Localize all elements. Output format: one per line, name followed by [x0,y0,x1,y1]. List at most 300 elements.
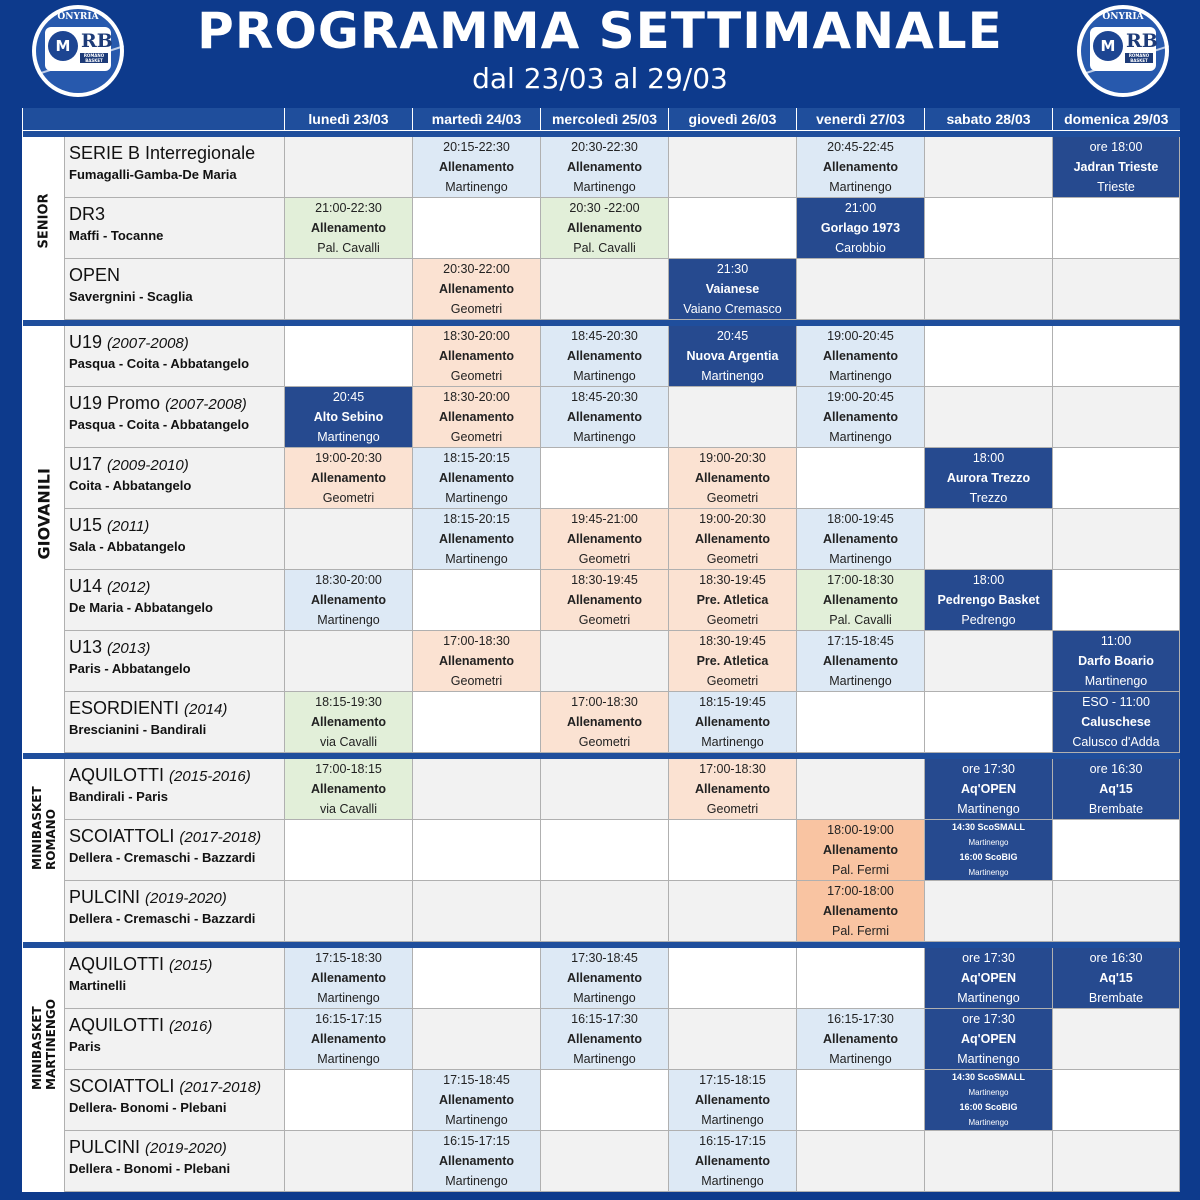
team-name-text: ESORDIENTI [69,698,180,718]
team-cell [65,259,285,320]
schedule-cell [669,509,797,570]
event-time: 17:15-18:30 [315,951,382,965]
schedule-cell [797,820,925,881]
schedule-cell [541,198,669,259]
day-header: martedì 24/03 [413,108,541,131]
schedule-cell [541,692,669,753]
team-row [23,881,1180,942]
event-place: Martinengo [317,991,380,1005]
event-time: 16:15-17:30 [827,1012,894,1026]
team-cell [65,326,285,387]
event-time: 18:30-19:45 [699,634,766,648]
event-place: Martinengo [317,1052,380,1066]
team-row [23,448,1180,509]
event-title: Allenamento [438,471,514,485]
schedule-cell [797,1070,925,1131]
schedule-cell [285,570,413,631]
team-coaches: Brescianini - Bandirali [69,722,207,737]
schedule-cell [669,1131,797,1192]
team-coaches: Bandirali - Paris [69,789,168,804]
event-line: 16:00 ScoBIG [959,852,1018,862]
team-name-text: U19 Promo [69,393,161,413]
logo-rb-text: RB [1126,30,1158,52]
event-time: 17:15-18:45 [827,634,894,648]
event-time: 16:15-17:15 [443,1134,510,1148]
team-coaches: Savergnini - Scaglia [69,289,193,304]
team-cell [65,759,285,820]
event-time: 17:00-18:00 [827,884,894,898]
event-place: Pal. Fermi [832,924,889,938]
event-place: Geometri [706,802,759,816]
schedule-cell [285,326,413,387]
event-place: Martinengo [829,369,892,383]
team-cell [65,198,285,259]
event-place: Geometri [706,552,759,566]
event-time: 20:15-22:30 [443,140,510,154]
event-time: 20:30-22:00 [443,262,510,276]
schedule-cell [285,759,413,820]
team-row [23,137,1180,198]
event-place: Martinengo [701,1113,764,1127]
event-line: 14:30 ScoSMALL [951,1072,1026,1082]
event-line: 16:00 ScoBIG [959,1102,1018,1112]
team-name-text: PULCINI [69,887,141,907]
schedule-cell [925,509,1053,570]
event-time: 17:30-18:45 [571,951,638,965]
team-years: (2011) [107,518,150,535]
event-place: Pal. Cavalli [573,241,636,255]
team-name [69,143,284,164]
event-title: Allenamento [438,654,514,668]
event-place: Martinengo [445,491,508,505]
schedule-cell [285,137,413,198]
schedule-cell [1053,948,1180,1009]
schedule-cell [669,137,797,198]
section-label-line1: MINIBASKET [29,786,44,871]
schedule-cell [1053,448,1180,509]
team-cell [65,1131,285,1192]
day-header: lunedì 23/03 [285,108,413,131]
event-time: 18:15-19:45 [699,695,766,709]
team-name-text: U13 [69,637,103,657]
event-place: via Cavalli [320,802,377,816]
event-place: Geometri [450,302,503,316]
event-line: 14:30 ScoSMALL [951,822,1026,832]
schedule-cell [1053,881,1180,942]
event-time: 18:45-20:30 [571,390,638,404]
schedule-cell [285,948,413,1009]
event-place: Geometri [706,491,759,505]
team-cell [65,820,285,881]
day-header: domenica 29/03 [1053,108,1180,131]
schedule-cell [285,692,413,753]
team-row [23,326,1180,387]
team-cell [65,509,285,570]
schedule-cell [669,1070,797,1131]
team-coaches: Dellera - Cremaschi - Bazzardi [69,850,256,865]
schedule-cell [1053,326,1180,387]
event-time: 11:00 [1100,634,1132,648]
schedule-cell [797,1131,925,1192]
schedule-cell [541,137,669,198]
event-title: Allenamento [438,1154,514,1168]
event-time: 21:30 [716,262,749,276]
event-time: 18:00-19:00 [827,823,894,837]
schedule-cell [413,137,541,198]
event-time: 19:45-21:00 [571,512,638,526]
header-corner [23,108,285,131]
team-years: (2017-2018) [179,829,262,846]
event-time: 16:15-17:15 [699,1134,766,1148]
schedule-cell [285,1009,413,1070]
event-place: Martinengo [573,430,636,444]
schedule-cell [925,820,1053,881]
team-row [23,692,1180,753]
schedule-cell [413,387,541,448]
event-title: Allenamento [694,471,770,485]
team-years: (2019-2020) [145,1140,227,1157]
event-time: 21:00-22:30 [315,201,382,215]
header-row [23,108,1180,131]
team-row [23,198,1180,259]
schedule-cell [541,326,669,387]
event-place: Geometri [450,430,503,444]
event-place: Geometri [706,674,759,688]
event-time: 18:30-20:00 [443,329,510,343]
logo-arc-text: ONYRIA [57,12,99,22]
event-time: 18:30-19:45 [699,573,766,587]
event-place: Geometri [578,613,631,627]
event-place: Martinengo [445,180,508,194]
team-name [69,637,284,658]
team-row [23,570,1180,631]
schedule-cell [925,948,1053,1009]
event-title: Allenamento [310,1032,386,1046]
event-place: Martinengo [445,1113,508,1127]
schedule-cell [285,509,413,570]
schedule-cell [413,570,541,631]
schedule-cell [413,198,541,259]
event-time: 17:00-18:30 [827,573,894,587]
schedule-cell [669,948,797,1009]
event-place: Martinengo [968,1118,1009,1127]
event-title: Allenamento [310,221,386,235]
event-place: Geometri [322,491,375,505]
event-place: Martinengo [968,868,1009,877]
team-name [69,1076,284,1097]
schedule-cell [285,820,413,881]
schedule-cell [413,259,541,320]
event-time: 18:30-20:00 [443,390,510,404]
event-time: 19:00-20:45 [827,390,894,404]
event-title: Allenamento [310,971,386,985]
event-title: Allenamento [438,410,514,424]
schedule-cell [285,198,413,259]
event-time: 18:45-20:30 [571,329,638,343]
schedule-cell [925,759,1053,820]
event-title: Aq'OPEN [960,782,1017,796]
event-time: 16:15-17:15 [315,1012,382,1026]
event-title: Allenamento [566,971,642,985]
team-years: (2017-2018) [179,1079,262,1096]
event-title: Allenamento [438,282,514,296]
team-name [69,765,284,786]
team-row [23,1009,1180,1070]
schedule-cell [1053,1070,1180,1131]
event-title: Allenamento [566,410,642,424]
event-time: ESO - 11:00 [1082,695,1150,709]
event-place: Trieste [1097,180,1135,194]
team-years: (2016) [169,1018,213,1035]
team-row [23,259,1180,320]
event-title: Allenamento [566,1032,642,1046]
schedule-cell [541,448,669,509]
event-time: 17:00-18:15 [315,762,382,776]
schedule-cell [797,692,925,753]
team-row [23,759,1180,820]
schedule-cell [797,631,925,692]
event-place: Martinengo [317,613,380,627]
schedule-cell [669,759,797,820]
schedule-cell [669,448,797,509]
event-title: Allenamento [566,715,642,729]
event-title: Aq'OPEN [960,971,1017,985]
event-title: Allenamento [310,715,386,729]
schedule-cell [797,759,925,820]
schedule-cell [1053,759,1180,820]
event-time: ore 16:30 [1089,951,1143,965]
schedule-cell [797,387,925,448]
event-title: Alto Sebino [313,410,384,424]
event-place: Martinengo [573,1052,636,1066]
event-time: 16:15-17:30 [571,1012,638,1026]
event-time: 18:30-19:45 [571,573,638,587]
team-name-text: PULCINI [69,1137,141,1157]
schedule-cell [797,198,925,259]
event-time: 20:30-22:30 [571,140,638,154]
event-title: Allenamento [822,843,898,857]
team-coaches: Martinelli [69,978,127,993]
team-name [69,887,284,908]
schedule-cell [541,509,669,570]
team-years: (2014) [184,701,228,718]
logo-arc-text: ONYRIA [1102,12,1144,22]
team-row [23,1131,1180,1192]
event-place: Martinengo [445,552,508,566]
schedule-cell [925,326,1053,387]
team-name-text: SCOIATTOLI [69,1076,175,1096]
event-time: 17:00-18:30 [699,762,766,776]
section-label-cell [23,137,65,320]
schedule-cell [669,198,797,259]
schedule-cell [1053,820,1180,881]
event-title: Allenamento [310,471,386,485]
team-name-text: OPEN [69,265,121,285]
schedule-cell [669,326,797,387]
event-title: Allenamento [822,593,898,607]
schedule-cell [797,948,925,1009]
event-time: ore 17:30 [962,951,1015,965]
event-time: 18:30-20:00 [315,573,382,587]
event-title: Caluschese [1081,715,1151,729]
section-label-wrap [23,759,65,942]
event-place: Martinengo [445,1174,508,1188]
event-title: Allenamento [822,349,898,363]
team-row [23,387,1180,448]
schedule-cell [285,1070,413,1131]
event-time: 18:00 [972,573,1005,587]
event-title: Jadran Trieste [1073,160,1159,174]
team-row [23,948,1180,1009]
section-label-wrap [23,326,65,753]
event-title: Allenamento [310,593,386,607]
schedule-cell [413,692,541,753]
section-label-cell [23,948,65,1192]
schedule-cell [925,1131,1053,1192]
event-time: 19:00-20:45 [827,329,894,343]
club-logo-right [1077,5,1169,97]
team-cell [65,881,285,942]
team-years: (2007-2008) [165,396,247,413]
schedule-cell [1053,387,1180,448]
event-title: Aq'OPEN [960,1032,1017,1046]
schedule-cell [413,759,541,820]
schedule-cell [925,387,1053,448]
event-title: Aurora Trezzo [946,471,1031,485]
event-title: Allenamento [822,160,898,174]
team-name-text: U15 [69,515,103,535]
event-place: Brembate [1088,991,1144,1005]
schedule-cell [669,570,797,631]
event-title: Pre. Atletica [696,654,769,668]
event-place: Martinengo [829,430,892,444]
event-place: Trezzo [969,491,1008,505]
team-name [69,698,284,719]
schedule-cell [1053,1009,1180,1070]
schedule-cell [1053,509,1180,570]
event-place: Geometri [706,613,759,627]
event-time: 18:15-20:15 [443,512,510,526]
event-time: 18:15-19:30 [315,695,382,709]
team-name-text: U14 [69,576,103,596]
event-time: 19:00-20:30 [315,451,382,465]
schedule-cell [669,1009,797,1070]
schedule-cell [925,137,1053,198]
team-name-text: DR3 [69,204,106,224]
logo-rb-subtext: ROMANO BASKET [1125,53,1153,63]
team-row [23,509,1180,570]
event-place: Martinengo [829,552,892,566]
schedule-cell [541,948,669,1009]
schedule-cell [669,820,797,881]
team-name-text: U19 [69,332,103,352]
event-title: Pedrengo Basket [937,593,1040,607]
team-name-text: AQUILOTTI [69,954,165,974]
section-label-line2: MARTINENGO [43,998,58,1090]
team-name-text: AQUILOTTI [69,1015,165,1035]
logo-rb-text: RB [81,30,113,52]
section-label-line2: ROMANO [43,809,58,871]
event-time: 18:00-19:45 [827,512,894,526]
team-coaches: Paris - Abbatangelo [69,661,191,676]
team-name-text: AQUILOTTI [69,765,165,785]
schedule-cell [413,948,541,1009]
section-label [29,998,58,1090]
schedule-cell [541,387,669,448]
event-title: Allenamento [566,221,642,235]
team-years: (2019-2020) [145,890,227,907]
section-label-wrap [23,948,65,1192]
team-coaches: Paris [69,1039,101,1054]
event-title: Vaianese [705,282,760,296]
team-row [23,631,1180,692]
schedule-cell [925,1070,1053,1131]
team-coaches: Fumagalli-Gamba-De Maria [69,167,237,182]
schedule-cell [1053,570,1180,631]
team-name [69,1015,284,1036]
team-cell [65,631,285,692]
schedule-cell [541,1009,669,1070]
schedule-cell [413,326,541,387]
event-place: Pal. Cavalli [829,613,892,627]
event-time: 18:00 [972,451,1005,465]
team-years: (2013) [107,640,151,657]
event-time: 18:15-20:15 [443,451,510,465]
day-header: giovedì 26/03 [669,108,797,131]
event-place: Martinengo [317,430,380,444]
event-title: Allenamento [694,715,770,729]
schedule-cell [1053,259,1180,320]
schedule-cell [285,259,413,320]
schedule-cell [797,1009,925,1070]
team-row [23,1070,1180,1131]
schedule-cell [797,326,925,387]
event-place: Calusco d'Adda [1072,735,1160,749]
event-time: 17:15-18:45 [443,1073,510,1087]
event-place: via Cavalli [320,735,377,749]
schedule-cell [285,387,413,448]
team-coaches: De Maria - Abbatangelo [69,600,213,615]
team-name [69,332,284,353]
schedule-cell [285,448,413,509]
schedule-cell [285,631,413,692]
event-place: Pal. Cavalli [317,241,380,255]
event-title: Gorlago 1973 [820,221,901,235]
event-place: Pal. Fermi [832,863,889,877]
event-place: Pedrengo [961,613,1016,627]
schedule-cell [925,1009,1053,1070]
team-name [69,826,284,847]
event-time: 19:00-20:30 [699,512,766,526]
schedule-cell [1053,1131,1180,1192]
schedule-cell [1053,631,1180,692]
schedule-cell [1053,198,1180,259]
schedule-cell [797,570,925,631]
schedule-cell [413,881,541,942]
schedule-cell [541,570,669,631]
event-title: Allenamento [438,532,514,546]
event-place: Vaiano Cremasco [683,302,782,316]
event-place: Martinengo [701,735,764,749]
schedule-cell [413,509,541,570]
day-header: sabato 28/03 [925,108,1053,131]
team-coaches: Maffi - Tocanne [69,228,164,243]
team-cell [65,137,285,198]
event-title: Allenamento [822,1032,898,1046]
event-place: Martinengo [1084,674,1148,688]
team-name [69,393,284,414]
event-title: Allenamento [822,532,898,546]
